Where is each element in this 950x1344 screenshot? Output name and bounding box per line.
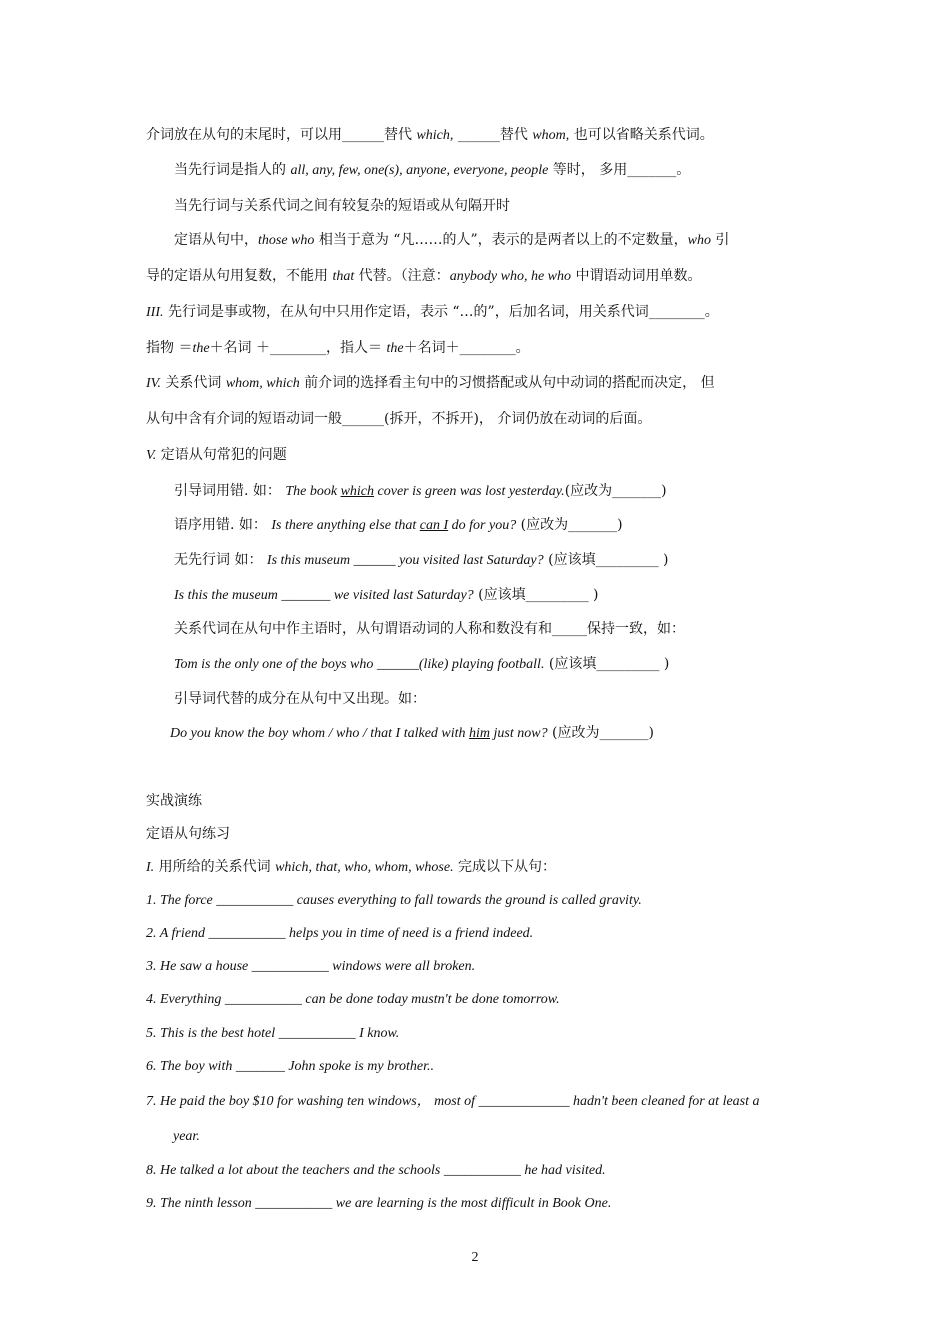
exercise-item-9: 9. The ninth lesson ___________ we are learning is the most difficult in Book One. [146,1196,612,1211]
exercise-item-4: 4. Everything ___________ can be done today mustn't be done tomorrow. [146,992,560,1007]
note-line-2: 当先行词是指人的 all, any, few, one(s), anyone, everyone, people 等时， 多用_______。 [174,162,691,178]
note-line-17: 引导词代替的成分在从句中又出现。如： [174,691,426,707]
exercise-item-7: 7. He paid the boy $10 for washing ten windows， most of _____________ hadn't been cleaned for at least a [146,1094,760,1109]
exercise-item-8: 8. He talked a lot about the teachers and the schools ___________ he had visited. [146,1163,606,1178]
exercise-item-6: 6. The boy with _______ John spoke is my brother.. [146,1059,435,1074]
note-line-5: 导的定语从句用复数，不能用 that 代替。（注意：anybody who, he who 中谓语动词用单数。 [146,268,702,284]
note-line-8: IV. 关系代词 whom, which 前介词的选择看主句中的习惯搭配或从句中动词的搭配而决定， 但 [146,375,715,391]
note-line-3: 当先行词与关系代词之间有较复杂的短语或从句隔开时 [174,198,510,214]
note-line-10: V. 定语从句常犯的问题 [146,447,287,463]
note-line-18: Do you know the boy whom / who / that I talked with him just now? (应改为_______) [170,725,654,741]
practice-subtitle: 定语从句练习 [146,826,230,842]
note-line-7: 指物 ＝the＋名词 ＋________，指人＝ the＋名词＋________。 [146,340,530,356]
exercise-item-3: 3. He saw a house ___________ windows were all broken. [146,959,476,974]
exercise-item-1: 1. The force ___________ causes everything to fall towards the ground is called gravity. [146,893,642,908]
note-line-9: 从句中含有介词的短语动词一般______(拆开，不拆开)， 介词仍放在动词的后面。 [146,411,652,427]
exercise-item-5: 5. This is the best hotel ___________ I know. [146,1026,400,1041]
practice-title: 实战演练 [146,793,202,809]
exercise-item-2: 2. A friend ___________ helps you in time of need is a friend indeed. [146,926,534,941]
note-line-16: Tom is the only one of the boys who ______(like) playing football. (应该填_________ ) [174,656,670,672]
note-line-15: 关系代词在从句中作主语时，从句谓语动词的人称和数没有和_____保持一致，如： [174,621,685,637]
note-line-12: 语序用错. 如： Is there anything else that can I do for you? (应改为_______) [174,517,623,533]
exercise-item-7-continued: year. [173,1129,200,1144]
note-line-13: 无先行词 如： Is this museum ______ you visited last Saturday? (应该填_________ ) [174,552,669,568]
note-line-1: 介词放在从句的末尾时，可以用______替代 which, ______替代 whom, 也可以省略关系代词。 [146,127,714,143]
note-line-4: 定语从句中，those who 相当于意为 “凡……的人”，表示的是两者以上的不定数量，who 引 [174,232,730,248]
practice-instruction: I. 用所给的关系代词 which, that, who, whom, whose. 完成以下从句： [146,859,557,875]
page-number: 2 [471,1250,479,1265]
note-line-6: III. 先行词是事或物，在从句中只用作定语，表示 “…的”，后加名词，用关系代词________。 [146,304,719,320]
note-line-14: Is this the museum _______ we visited last Saturday? (应该填_________ ) [174,587,599,603]
note-line-11: 引导词用错. 如： The book which cover is green was lost yesterday.(应改为_______) [174,483,667,499]
